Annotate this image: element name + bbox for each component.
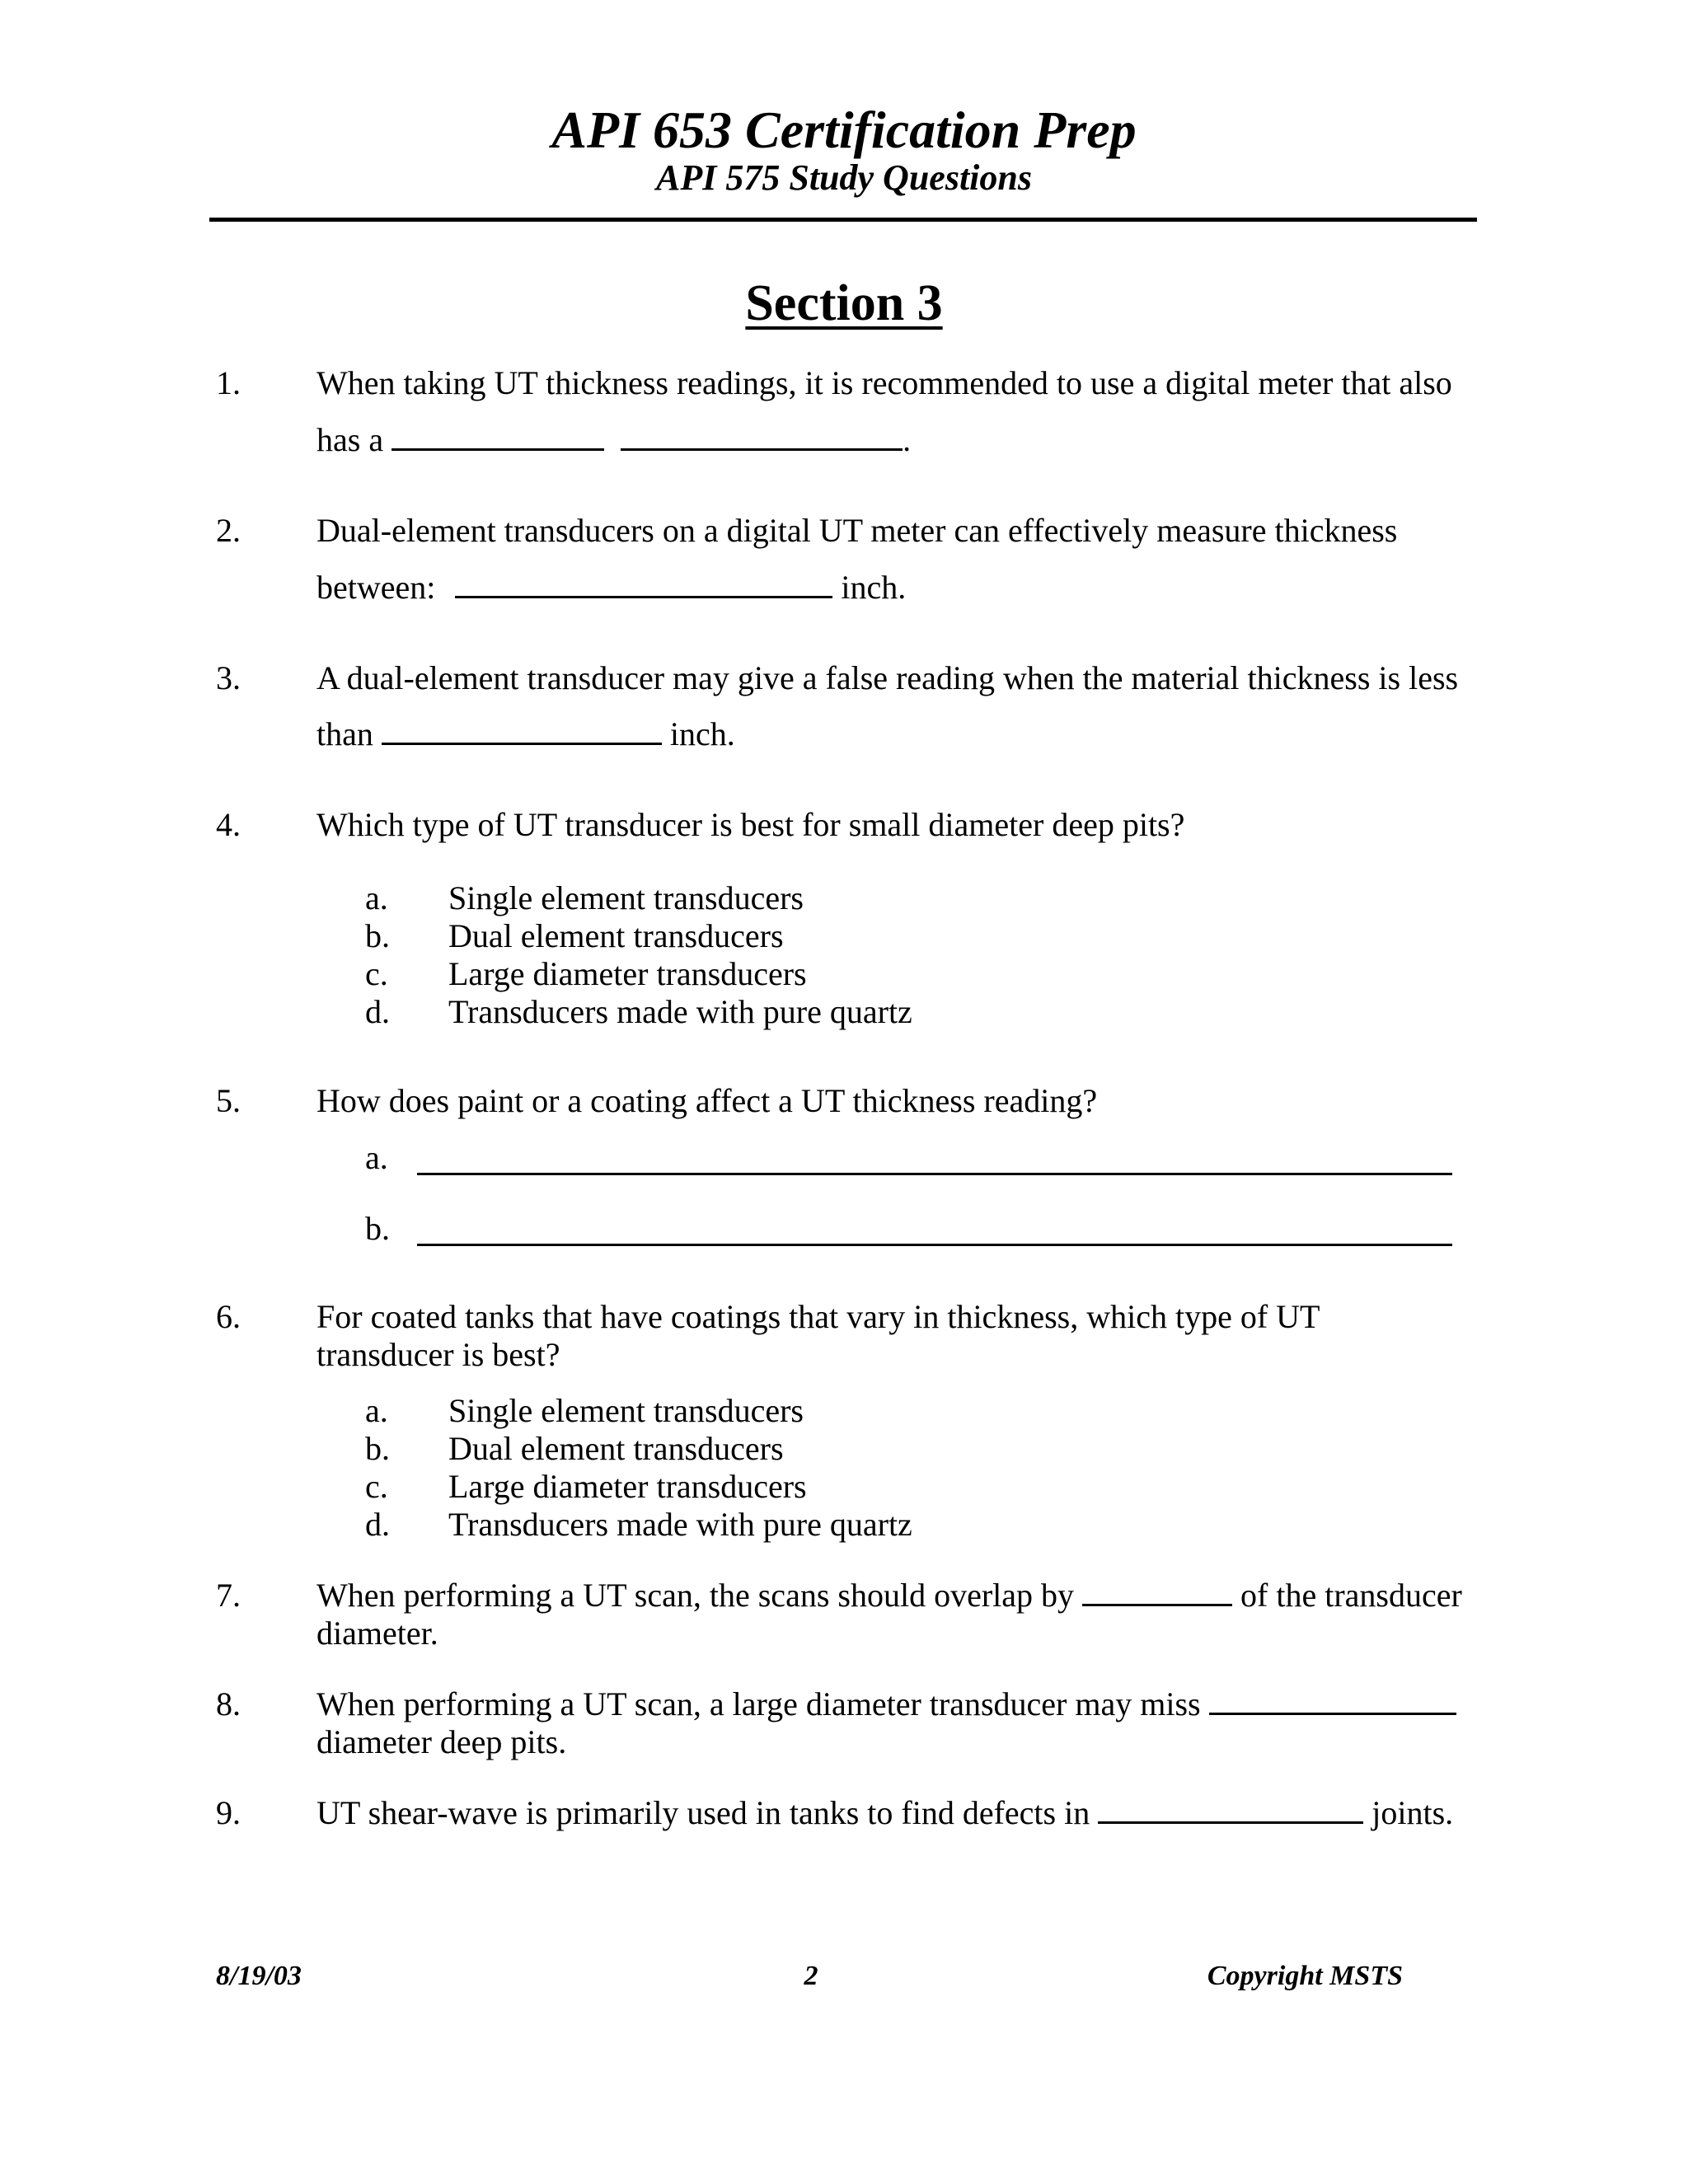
question-6-text-line-1: For coated tanks that have coatings that vary in thickness, which type of UT [316,1298,1320,1335]
question-5-text: How does paint or a coating affect a UT thickness reading? [316,1082,1098,1119]
question-5-answer-b-label: b. [365,1210,390,1247]
question-8-text-line-1 [316,1684,1456,1725]
question-3-blank[interactable] [382,715,662,745]
question-9-text [316,1793,1453,1834]
question-2-number: 2. [216,512,241,549]
question-1-suffix: . [903,421,912,458]
question-1-prefix: has a [316,421,384,458]
question-3-suffix: inch. [669,715,735,752]
question-8-text-line-2: diameter deep pits. [316,1723,567,1760]
question-4-option-b-letter: b. [365,917,390,954]
question-7-blank[interactable] [1082,1576,1232,1606]
footer-page-number: 2 [804,1961,818,1991]
question-3-answer-line [316,714,735,755]
question-9-suffix: joints. [1372,1794,1454,1831]
question-7-prefix: When performing a UT scan, the scans should overlap by [316,1577,1075,1614]
section-heading: Section 3 [745,275,943,331]
question-6-option-d-text: Transducers made with pure quartz [448,1506,912,1543]
document-subtitle: API 575 Study Questions [656,157,1032,198]
header-divider [209,218,1477,222]
question-5-answer-b-line[interactable] [417,1244,1452,1246]
document-title: API 653 Certification Prep [551,101,1137,159]
question-6-option-d-letter: d. [365,1506,390,1543]
question-2-prefix: between: [316,569,436,606]
question-7-text-line-2: diameter. [316,1615,438,1652]
question-6-text-line-2: transducer is best? [316,1336,560,1373]
question-3-text: A dual-element transducer may give a false reading when the material thickness is less [316,659,1459,696]
question-5-answer-a-line[interactable] [417,1173,1452,1175]
question-1-number: 1. [216,364,241,401]
question-4-option-a-letter: a. [365,879,388,916]
footer-copyright: Copyright MSTS [1207,1961,1403,1991]
question-9-number: 9. [216,1794,241,1831]
question-6-option-c-letter: c. [365,1468,388,1505]
question-4-option-b-text: Dual element transducers [448,917,784,954]
question-1-text: When taking UT thickness readings, it is recommended to use a digital meter that also [316,364,1452,401]
question-8-number: 8. [216,1685,241,1722]
question-4-option-a-text: Single element transducers [448,879,804,916]
question-9-blank[interactable] [1098,1793,1363,1824]
question-6-option-c-text: Large diameter transducers [448,1468,807,1505]
question-4-option-c-letter: c. [365,955,388,992]
question-5-answer-a-label: a. [365,1139,388,1176]
question-4-text: Which type of UT transducer is best for small diameter deep pits? [316,806,1185,843]
question-7-text-line-1 [316,1575,1462,1616]
question-6-option-b-letter: b. [365,1430,390,1467]
question-1-blank-2[interactable] [621,420,903,451]
question-6-option-b-text: Dual element transducers [448,1430,784,1467]
question-3-prefix: than [316,715,373,752]
question-1-answer-line [316,419,911,461]
footer-date: 8/19/03 [216,1961,302,1991]
question-5-number: 5. [216,1082,241,1119]
question-6-option-a-text: Single element transducers [448,1392,804,1429]
question-4-number: 4. [216,806,241,843]
question-6-number: 6. [216,1298,241,1335]
question-4-option-d-letter: d. [365,993,390,1030]
question-9-prefix: UT shear-wave is primarily used in tanks to find defects in [316,1794,1090,1831]
question-8-prefix: When performing a UT scan, a large diameter transducer may miss [316,1685,1201,1722]
question-2-blank[interactable] [455,568,832,598]
question-2-text: Dual-element transducers on a digital UT meter can effectively measure thickness [316,512,1398,549]
question-7-number: 7. [216,1577,241,1614]
question-7-suffix: of the transducer [1240,1577,1462,1614]
question-8-blank[interactable] [1209,1685,1456,1715]
question-4-option-c-text: Large diameter transducers [448,955,807,992]
question-4-option-d-text: Transducers made with pure quartz [448,993,912,1030]
question-6-option-a-letter: a. [365,1392,388,1429]
question-1-blank-1[interactable] [392,420,604,451]
question-2-suffix: inch. [841,569,907,606]
question-3-number: 3. [216,659,241,696]
question-2-answer-line [316,567,906,608]
